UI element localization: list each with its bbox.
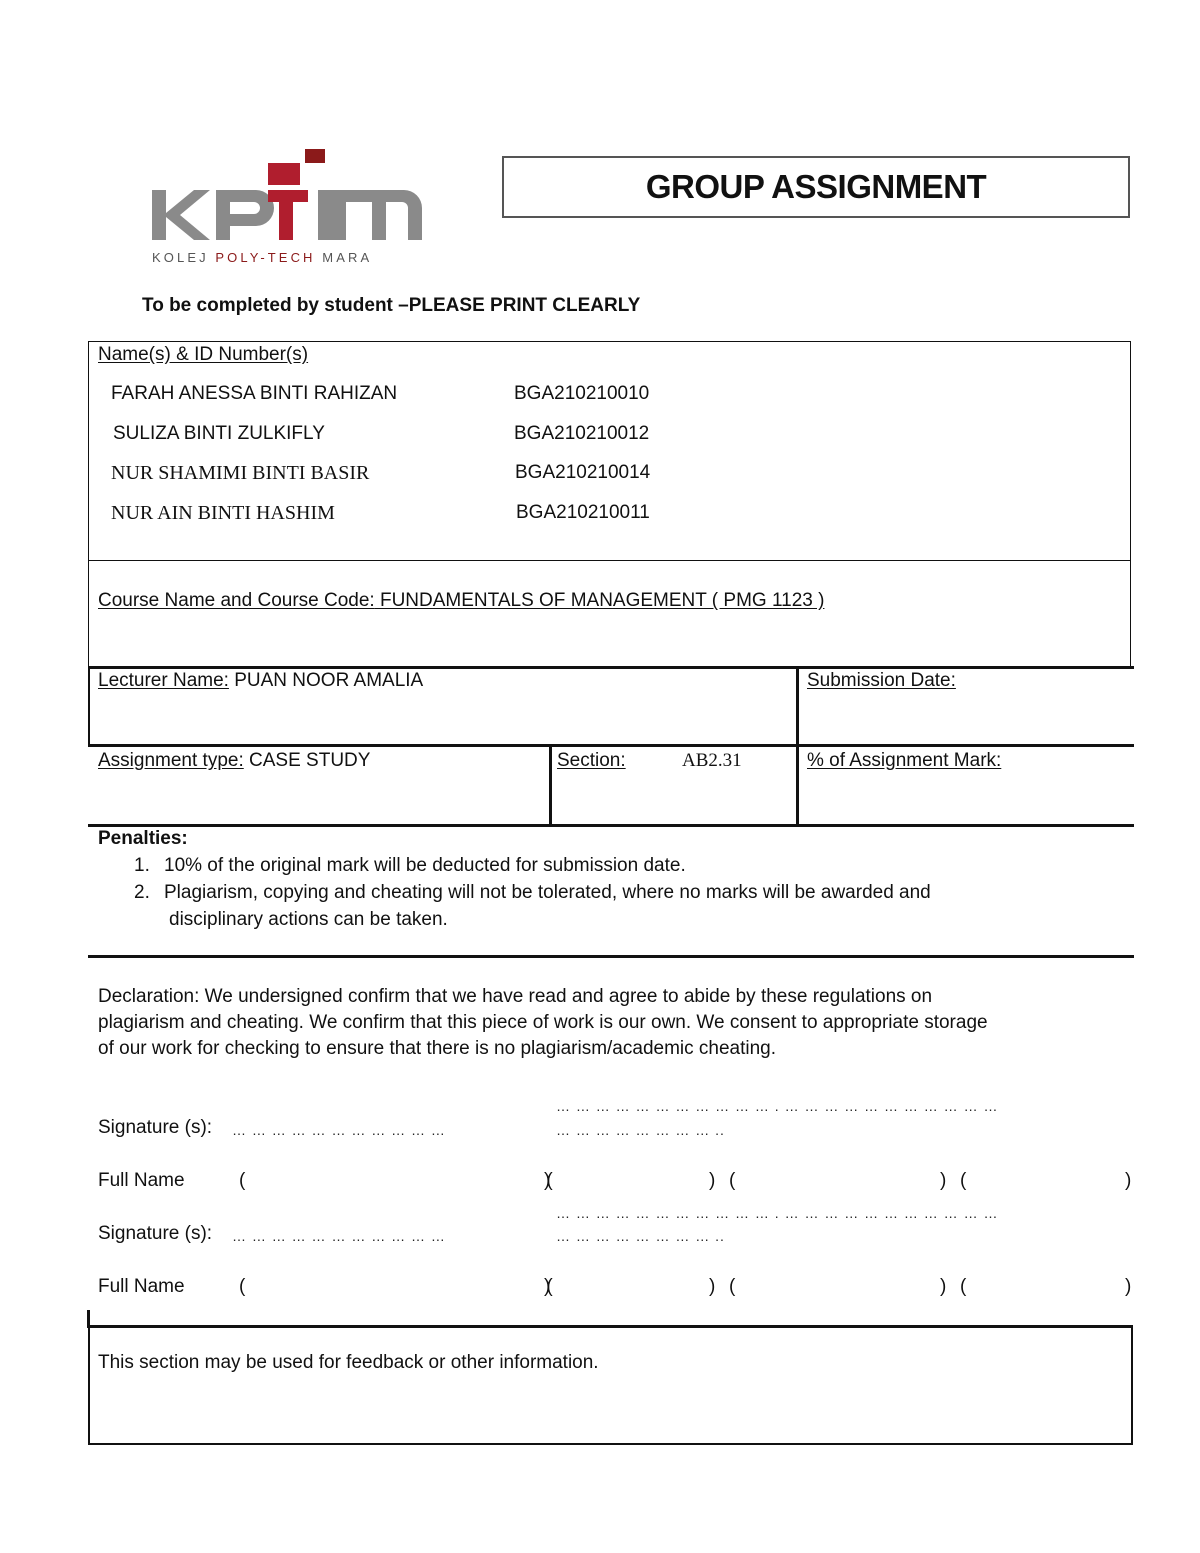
full-name-paren-open: ( [239,1276,246,1297]
submission-date-label: Submission Date: [807,670,956,691]
full-name-paren-open: ( [239,1170,246,1191]
logo-subtitle: KOLEJ POLY-TECH MARA [152,250,373,265]
signature-dots[interactable]: … … … … … … … … … … … [232,1228,446,1244]
signature-label: Signature (s): [98,1117,213,1138]
assignment-type-value: CASE STUDY [243,750,371,771]
signature-dots-bottom[interactable]: … … … … … … … … .. [556,1228,725,1244]
student-name-4: NUR AIN BINTI HASHIM [111,502,335,524]
full-name-paren-mid: )( [544,1276,549,1297]
instruction-text: To be completed by student –PLEASE PRINT CLEARLY [142,295,641,316]
student-id-2: BGA210210012 [514,423,650,444]
lecturer-value: PUAN NOOR AMALIA [228,670,424,691]
section-value: AB2.31 [682,750,742,771]
penalties-heading: Penalties: [98,828,188,849]
signature-dots-top[interactable]: … … … … … … … … … … … . … … … … … … … … … … … [556,1098,999,1114]
penalty-number-2: 2. [134,882,150,903]
title-box [502,156,1130,218]
row-divider [88,666,1134,669]
percent-mark-label: % of Assignment Mark: [807,750,1002,771]
section-divider [88,955,1134,958]
course-box [88,559,1131,669]
feedback-text: This section may be used for feedback or other information. [98,1352,599,1373]
row-divider [88,824,1134,827]
names-box [88,341,1131,561]
course-value: FUNDAMENTALS OF MANAGEMENT ( PMG 1123 ) [374,590,825,611]
student-name-3: NUR SHAMIMI BINTI BASIR [111,462,370,484]
signature-dots[interactable]: … … … … … … … … … … … [232,1122,446,1138]
full-name-label: Full Name [98,1276,185,1297]
section-label: Section: [557,750,626,771]
full-name-paren-open: ( [960,1276,967,1297]
full-name-paren-close: ) [1125,1276,1132,1297]
student-id-1: BGA210210010 [514,383,650,404]
signature-label: Signature (s): [98,1223,213,1244]
declaration-line-1: Declaration: We undersigned confirm that we have read and agree to abide by these regulations on [98,986,933,1007]
full-name-paren-mid: )( [544,1170,549,1191]
feedback-box[interactable] [88,1325,1133,1445]
full-name-paren-open: ( [729,1276,736,1297]
lecturer-field [98,670,423,692]
page-title: GROUP ASSIGNMENT [645,168,987,205]
column-divider [549,744,552,827]
student-name-2: SULIZA BINTI ZULKIFLY [113,423,325,444]
assignment-type-field [98,750,370,772]
full-name-paren-close: ) [940,1170,947,1191]
lecturer-label: Lecturer Name: [98,670,229,691]
full-name-paren-close: ) [709,1276,716,1297]
penalty-number-1: 1. [134,855,150,876]
kptm-logo-mark [150,145,430,250]
row-divider [88,744,1134,747]
full-name-paren-open: ( [729,1170,736,1191]
student-id-3: BGA210210014 [515,462,651,483]
full-name-paren-close: ) [1125,1170,1132,1191]
full-name-paren-open: ( [960,1170,967,1191]
left-border [88,666,90,747]
full-name-label: Full Name [98,1170,185,1191]
student-id-4: BGA210210011 [516,502,650,523]
declaration-line-3: of our work for checking to ensure that there is no plagiarism/academic cheating. [98,1038,777,1059]
penalty-item-1: 10% of the original mark will be deducted for submission date. [164,855,686,876]
student-name-1: FARAH ANESSA BINTI RAHIZAN [111,383,398,404]
course-label: Course Name and Course Code: [98,590,375,611]
names-label: Name(s) & ID Number(s) [98,344,309,365]
signature-dots-top[interactable]: … … … … … … … … … … … . … … … … … … … … … … … [556,1205,999,1221]
course-field [98,590,824,612]
signature-dots-bottom[interactable]: … … … … … … … … .. [556,1122,725,1138]
penalty-item-2-continued: disciplinary actions can be taken. [169,909,448,930]
column-divider [796,666,799,827]
full-name-paren-close: ) [940,1276,947,1297]
declaration-line-2: plagiarism and cheating. We confirm that this piece of work is our own. We consent to appropriate storage [98,1012,988,1033]
full-name-paren-close: ) [709,1170,716,1191]
assignment-type-label: Assignment type: [98,750,244,771]
penalty-item-2: Plagiarism, copying and cheating will not be tolerated, where no marks will be awarded and [164,882,931,903]
